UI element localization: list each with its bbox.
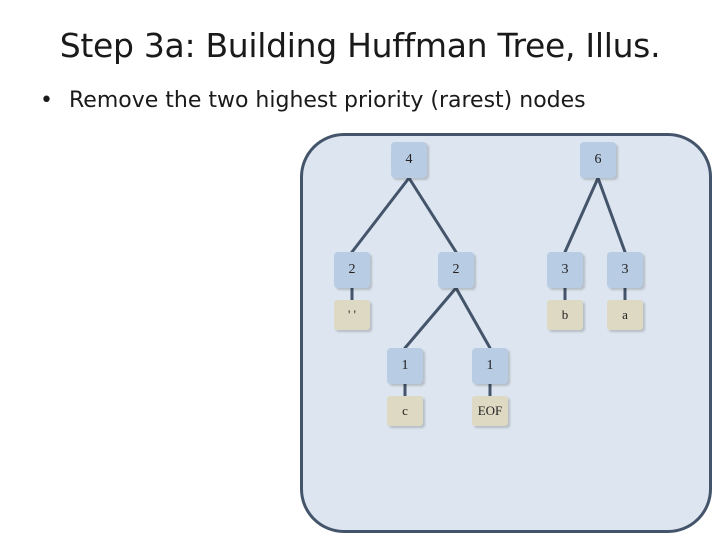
node-inner-count: 2 — [438, 252, 474, 288]
node-root-left: 4 — [391, 142, 427, 178]
bullet-marker: • — [40, 88, 53, 113]
node-root-right: 6 — [580, 142, 616, 178]
leaf-a: a — [607, 300, 643, 330]
edge — [405, 288, 456, 348]
node-a-count: 3 — [607, 252, 643, 288]
node-c-count: 1 — [387, 348, 423, 384]
edge — [409, 178, 456, 252]
leaf-c: c — [387, 396, 423, 426]
leaf-eof: EOF — [472, 396, 508, 426]
bullet-text: Remove the two highest priority (rarest) nodes — [68, 88, 586, 113]
node-b-count: 3 — [547, 252, 583, 288]
edge — [352, 178, 409, 252]
node-space-count: 2 — [334, 252, 370, 288]
node-eof-count: 1 — [472, 348, 508, 384]
edge — [456, 288, 490, 348]
edge — [565, 178, 598, 252]
slide-title: Step 3a: Building Huffman Tree, Illus. — [59, 26, 661, 65]
edge — [598, 178, 625, 252]
leaf-b: b — [547, 300, 583, 330]
leaf-space: ' ' — [334, 300, 370, 330]
